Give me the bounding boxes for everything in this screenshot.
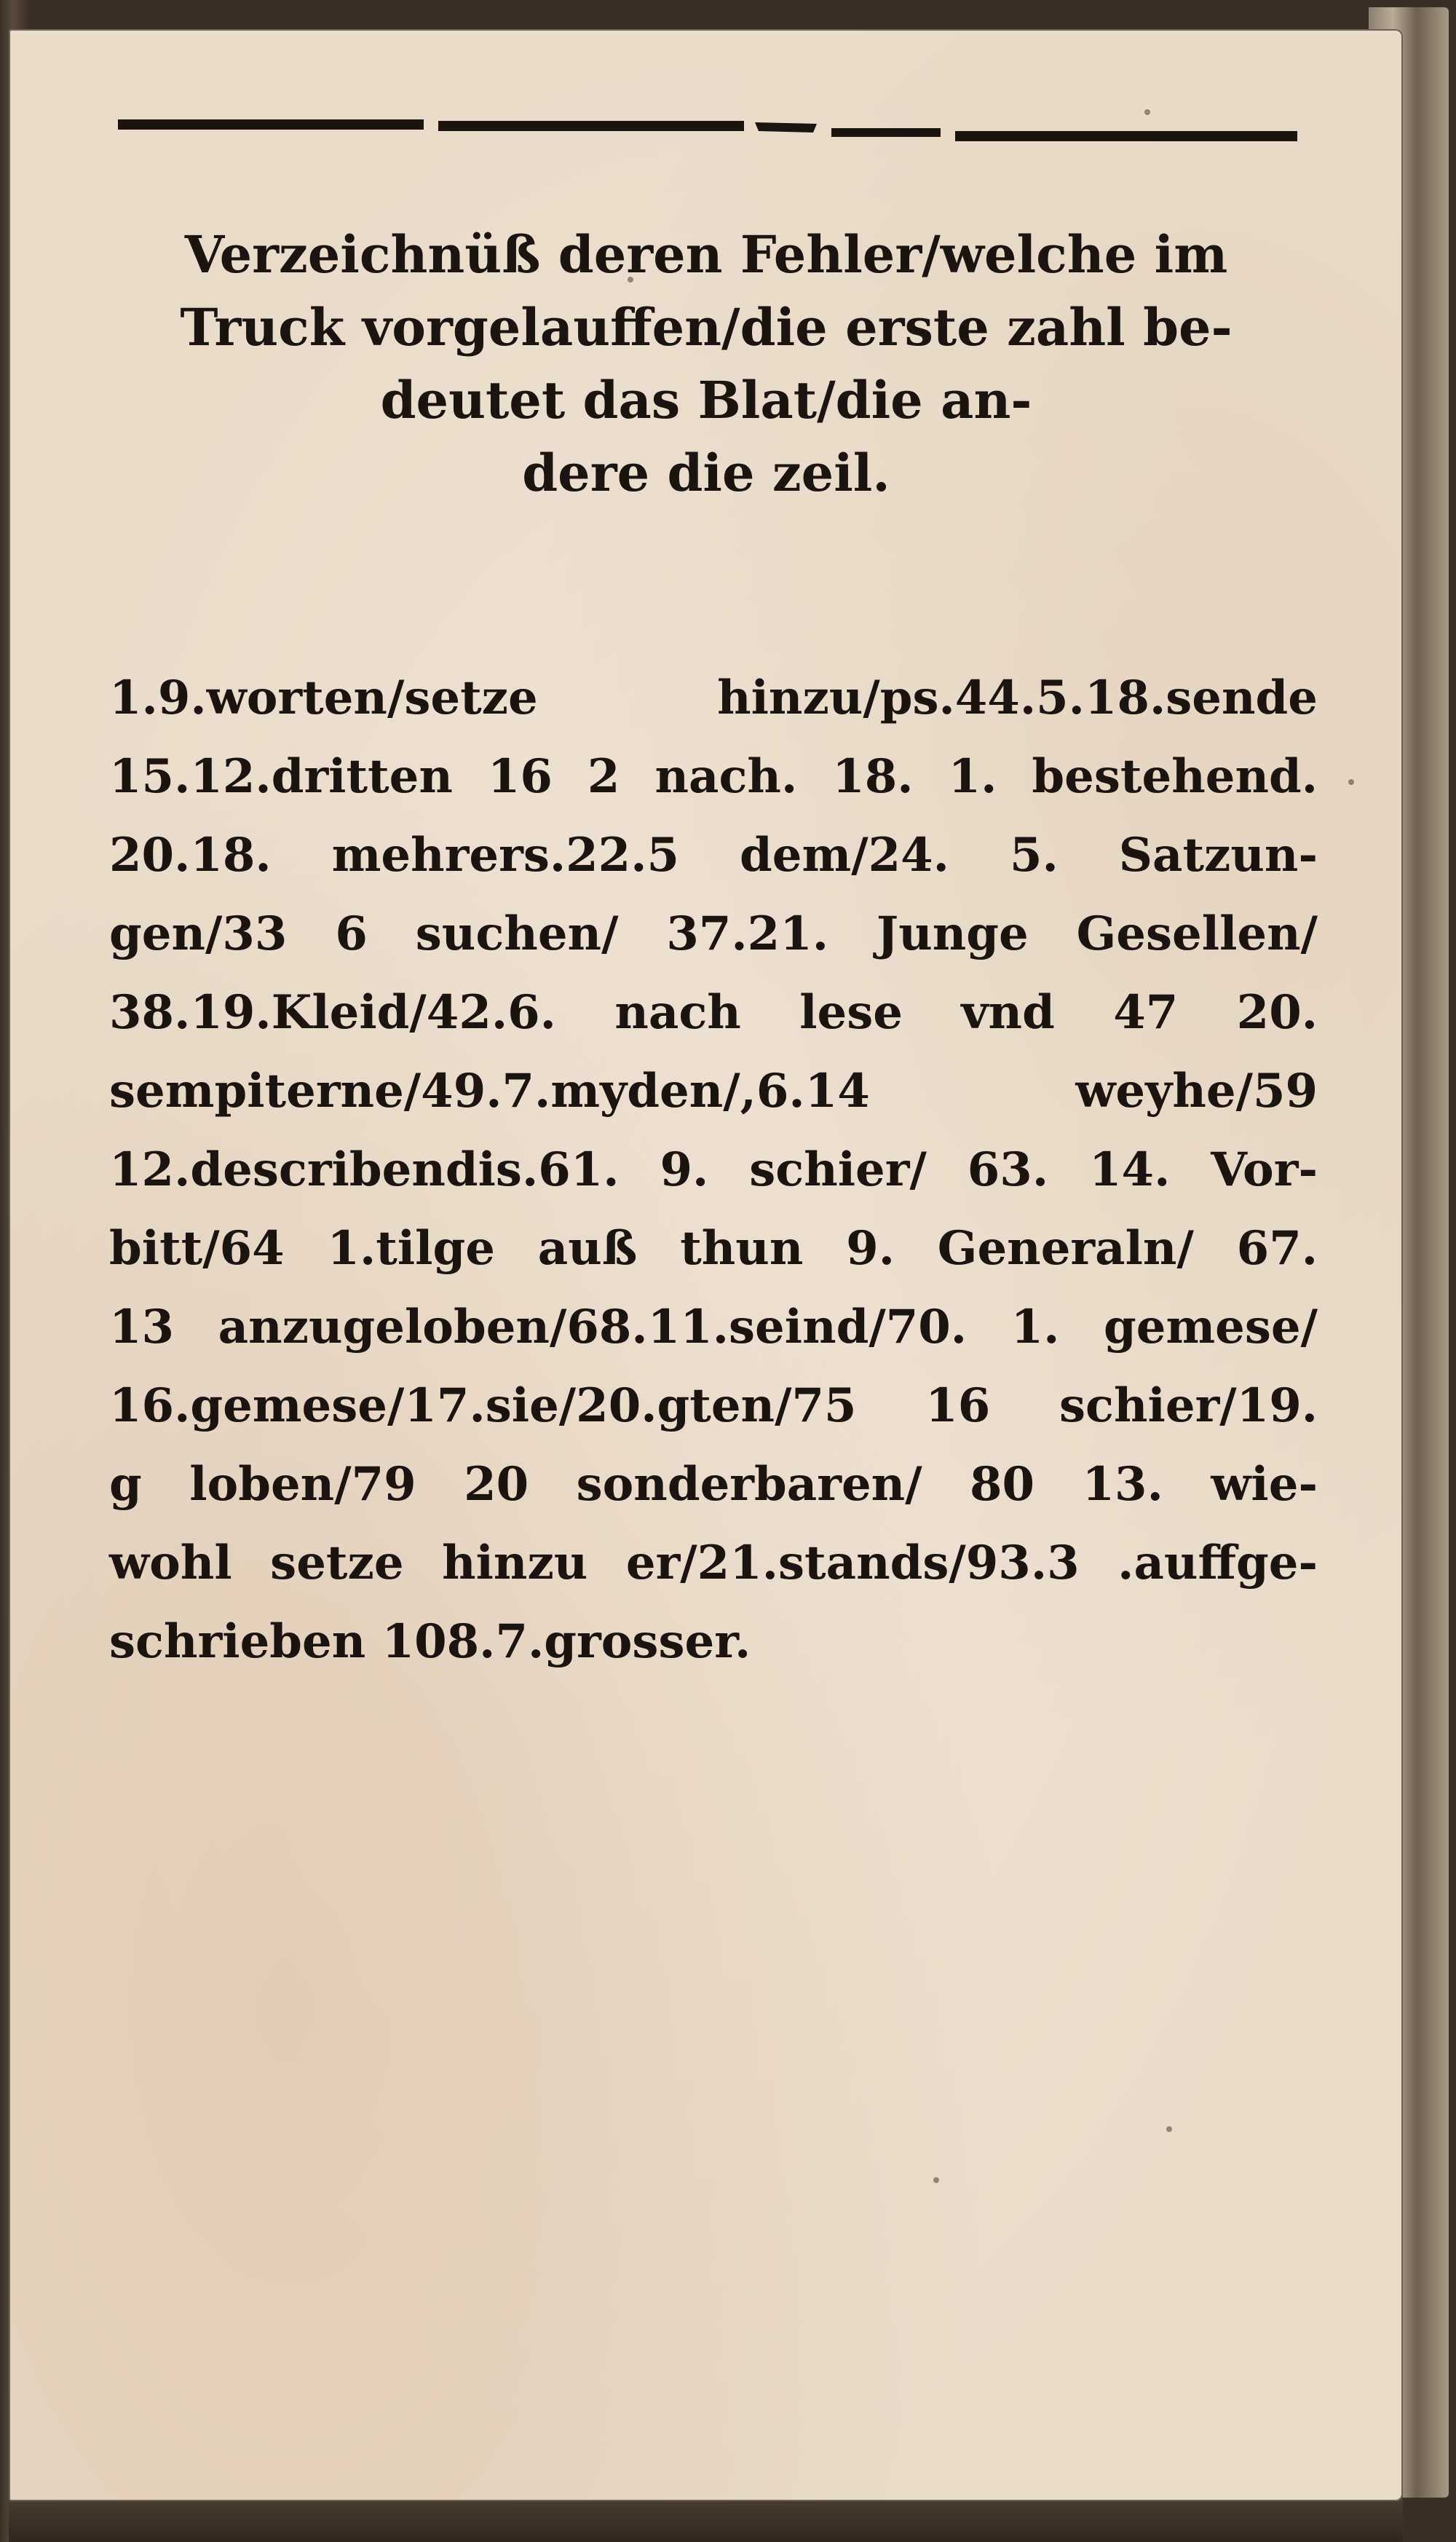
paper-speck [1144,109,1150,115]
errata-line: g loben/79 20 sonderbaren/ 80 13. wie- [109,1457,1318,1512]
paper-speck [933,2177,939,2183]
errata-line: 1.9.worten/setze hinzu/ps.44.5.18.sende [109,671,1318,725]
decorative-rule [118,115,1297,144]
errata-line: 38.19.Kleid/42.6. nach lese vnd 47 20. [109,985,1318,1040]
errata-line: 13 anzugeloben/68.11.seind/70. 1. gemese/ [109,1300,1318,1354]
heading-line: dere die zeil. [522,443,890,503]
errata-line: bitt/64 1.tilge auß thun 9. Generaln/ 67. [109,1221,1318,1276]
errata-line: gen/33 6 suchen/ 37.21. Junge Gesellen/ [109,907,1318,961]
errata-line: 15.12.dritten 16 2 nach. 18. 1. bestehend. [109,749,1318,804]
errata-line: sempiterne/49.7.myden/,6.14 weyhe/59 [109,1064,1318,1118]
paper-speck [1166,2126,1172,2132]
errata-line: 12.describendis.61. 9. schier/ 63. 14. Vor- [109,1142,1318,1197]
errata-line: schrieben 108.7.grosser. [109,1614,751,1669]
errata-line: wohl setze hinzu er/21.stands/93.3 .auffge- [109,1536,1318,1590]
errata-line: 16.gemese/17.sie/20.gten/75 16 schier/19. [109,1378,1318,1433]
errata-line: 20.18. mehrers.22.5 dem/24. 5. Satzun- [109,828,1318,883]
heading-line: deutet das Blat/die an- [380,370,1032,430]
errata-heading [87,218,1325,510]
paper-speck [1348,779,1354,785]
heading-line: Verzeichnüß deren Fehler/welche im [184,224,1228,285]
heading-line: Truck vorgelauffen/die erste zahl be- [180,297,1233,358]
errata-list [109,659,1318,1681]
